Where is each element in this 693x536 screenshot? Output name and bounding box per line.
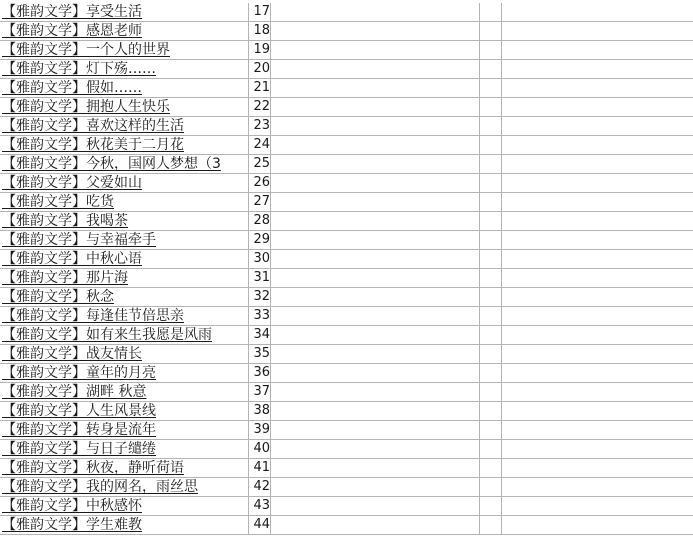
title-cell[interactable] xyxy=(0,41,249,60)
table-row xyxy=(0,60,693,79)
empty-cell[interactable] xyxy=(502,193,693,212)
number-cell[interactable]: 36 xyxy=(249,364,271,383)
empty-cell[interactable] xyxy=(480,212,502,231)
number-cell[interactable]: 32 xyxy=(249,288,271,307)
article-link[interactable]: 【雅韵文学】童年的月亮 xyxy=(2,365,156,381)
number-cell[interactable]: 43 xyxy=(249,497,271,516)
empty-cell[interactable] xyxy=(271,155,480,174)
empty-cell[interactable] xyxy=(502,231,693,250)
table-row xyxy=(0,402,693,421)
empty-cell[interactable] xyxy=(271,250,480,269)
table-row xyxy=(0,383,693,402)
empty-cell[interactable] xyxy=(502,364,693,383)
article-link[interactable]: 【雅韵文学】感恩老师 xyxy=(2,23,142,39)
title-cell[interactable] xyxy=(0,193,249,212)
empty-cell[interactable] xyxy=(271,3,480,22)
empty-cell[interactable] xyxy=(271,79,480,98)
empty-cell[interactable] xyxy=(271,440,480,459)
article-link[interactable]: 【雅韵文学】人生风景线 xyxy=(2,403,156,419)
number-cell[interactable]: 22 xyxy=(249,98,271,117)
number-cell[interactable]: 21 xyxy=(249,79,271,98)
empty-cell[interactable] xyxy=(480,250,502,269)
empty-cell[interactable] xyxy=(502,288,693,307)
table-row xyxy=(0,269,693,288)
table-row xyxy=(0,79,693,98)
number-cell[interactable]: 18 xyxy=(249,22,271,41)
table-row xyxy=(0,98,693,117)
title-cell[interactable] xyxy=(0,440,249,459)
empty-cell[interactable] xyxy=(502,326,693,345)
number-cell[interactable]: 30 xyxy=(249,250,271,269)
article-link[interactable]: 【雅韵文学】假如…… xyxy=(2,80,142,96)
title-cell[interactable] xyxy=(0,212,249,231)
table-row xyxy=(0,41,693,60)
empty-cell[interactable] xyxy=(480,383,502,402)
number-cell[interactable]: 33 xyxy=(249,307,271,326)
title-cell[interactable] xyxy=(0,326,249,345)
empty-cell[interactable] xyxy=(480,440,502,459)
table-row xyxy=(0,250,693,269)
empty-cell[interactable] xyxy=(271,22,480,41)
article-link[interactable]: 【雅韵文学】与日子缱绻 xyxy=(2,441,156,457)
number-cell[interactable]: 20 xyxy=(249,60,271,79)
empty-cell[interactable] xyxy=(502,41,693,60)
article-link[interactable]: 【雅韵文学】那片海 xyxy=(2,270,128,286)
article-link[interactable]: 【雅韵文学】吃货 xyxy=(2,194,114,210)
empty-cell[interactable] xyxy=(502,478,693,497)
article-link[interactable]: 【雅韵文学】父爱如山 xyxy=(2,175,142,191)
number-cell[interactable]: 35 xyxy=(249,345,271,364)
title-cell[interactable] xyxy=(0,155,249,174)
empty-cell[interactable] xyxy=(502,440,693,459)
empty-cell[interactable] xyxy=(271,307,480,326)
empty-cell[interactable] xyxy=(271,364,480,383)
empty-cell[interactable] xyxy=(480,288,502,307)
title-cell[interactable] xyxy=(0,3,249,22)
empty-cell[interactable] xyxy=(271,326,480,345)
table-row xyxy=(0,459,693,478)
empty-cell[interactable] xyxy=(271,383,480,402)
empty-cell[interactable] xyxy=(480,3,502,22)
empty-cell[interactable] xyxy=(480,174,502,193)
empty-cell[interactable] xyxy=(480,98,502,117)
table-row xyxy=(0,174,693,193)
empty-cell[interactable] xyxy=(502,402,693,421)
table-row xyxy=(0,364,693,383)
article-link[interactable]: 【雅韵文学】喜欢这样的生活 xyxy=(2,118,184,134)
title-cell[interactable] xyxy=(0,288,249,307)
empty-cell[interactable] xyxy=(271,497,480,516)
empty-cell[interactable] xyxy=(502,307,693,326)
article-link[interactable]: 【雅韵文学】我喝茶 xyxy=(2,213,128,229)
empty-cell[interactable] xyxy=(480,402,502,421)
empty-cell[interactable] xyxy=(480,364,502,383)
empty-cell[interactable] xyxy=(271,478,480,497)
empty-cell[interactable] xyxy=(480,459,502,478)
article-link[interactable]: 【雅韵文学】秋夜，静听荷语 xyxy=(2,460,184,476)
empty-cell[interactable] xyxy=(480,22,502,41)
empty-cell[interactable] xyxy=(271,421,480,440)
title-cell[interactable] xyxy=(0,364,249,383)
empty-cell[interactable] xyxy=(502,79,693,98)
number-cell[interactable]: 26 xyxy=(249,174,271,193)
empty-cell[interactable] xyxy=(480,231,502,250)
empty-cell[interactable] xyxy=(480,421,502,440)
number-cell[interactable]: 37 xyxy=(249,383,271,402)
article-link[interactable]: 【雅韵文学】秋念 xyxy=(2,289,114,305)
number-cell[interactable]: 34 xyxy=(249,326,271,345)
title-cell[interactable] xyxy=(0,231,249,250)
title-cell[interactable] xyxy=(0,98,249,117)
table-row xyxy=(0,421,693,440)
article-link[interactable]: 【雅韵文学】湖畔 秋意 xyxy=(2,384,147,400)
number-cell[interactable]: 31 xyxy=(249,269,271,288)
empty-cell[interactable] xyxy=(271,98,480,117)
empty-cell[interactable] xyxy=(271,345,480,364)
number-cell[interactable]: 23 xyxy=(249,117,271,136)
empty-cell[interactable] xyxy=(502,459,693,478)
title-cell[interactable] xyxy=(0,345,249,364)
table-row xyxy=(0,3,693,22)
article-link[interactable]: 【雅韵文学】中秋心语 xyxy=(2,251,142,267)
number-cell[interactable]: 39 xyxy=(249,421,271,440)
empty-cell[interactable] xyxy=(271,117,480,136)
empty-cell[interactable] xyxy=(480,60,502,79)
number-cell[interactable]: 28 xyxy=(249,212,271,231)
empty-cell[interactable] xyxy=(271,516,480,535)
title-cell[interactable] xyxy=(0,307,249,326)
empty-cell[interactable] xyxy=(502,250,693,269)
number-cell[interactable]: 41 xyxy=(249,459,271,478)
article-link[interactable]: 【雅韵文学】转身是流年 xyxy=(2,422,156,438)
article-link[interactable]: 【雅韵文学】秋花美于二月花 xyxy=(2,137,184,153)
table-row xyxy=(0,440,693,459)
table-row xyxy=(0,516,693,535)
empty-cell[interactable] xyxy=(480,41,502,60)
empty-cell[interactable] xyxy=(480,79,502,98)
article-link[interactable]: 【雅韵文学】战友情长 xyxy=(2,346,142,362)
table-row xyxy=(0,478,693,497)
empty-cell[interactable] xyxy=(502,174,693,193)
table-row xyxy=(0,326,693,345)
empty-cell[interactable] xyxy=(502,136,693,155)
number-cell[interactable]: 19 xyxy=(249,41,271,60)
title-cell[interactable] xyxy=(0,250,249,269)
table-row xyxy=(0,193,693,212)
title-cell[interactable] xyxy=(0,79,249,98)
table-row xyxy=(0,307,693,326)
title-cell[interactable] xyxy=(0,22,249,41)
number-cell[interactable]: 29 xyxy=(249,231,271,250)
number-cell[interactable]: 25 xyxy=(249,155,271,174)
title-cell[interactable] xyxy=(0,383,249,402)
empty-cell[interactable] xyxy=(480,136,502,155)
title-cell[interactable] xyxy=(0,421,249,440)
title-cell[interactable] xyxy=(0,174,249,193)
empty-cell[interactable] xyxy=(502,117,693,136)
title-cell[interactable] xyxy=(0,478,249,497)
empty-cell[interactable] xyxy=(502,60,693,79)
empty-cell[interactable] xyxy=(480,345,502,364)
title-cell[interactable] xyxy=(0,516,249,535)
table-row xyxy=(0,155,693,174)
article-link[interactable]: 【雅韵文学】学生难教 xyxy=(2,517,142,533)
empty-cell[interactable] xyxy=(480,497,502,516)
empty-cell[interactable] xyxy=(480,516,502,535)
empty-cell[interactable] xyxy=(502,516,693,535)
empty-cell[interactable] xyxy=(502,345,693,364)
number-cell[interactable]: 40 xyxy=(249,440,271,459)
number-cell[interactable]: 44 xyxy=(249,516,271,535)
article-link[interactable]: 【雅韵文学】一个人的世界 xyxy=(2,42,170,58)
table-row xyxy=(0,231,693,250)
article-link[interactable]: 【雅韵文学】我的网名，雨丝思 xyxy=(2,479,198,495)
empty-cell[interactable] xyxy=(271,231,480,250)
empty-cell[interactable] xyxy=(502,497,693,516)
empty-cell[interactable] xyxy=(502,22,693,41)
empty-cell[interactable] xyxy=(271,402,480,421)
empty-cell[interactable] xyxy=(480,269,502,288)
number-cell[interactable]: 38 xyxy=(249,402,271,421)
empty-cell[interactable] xyxy=(271,212,480,231)
title-cell[interactable] xyxy=(0,497,249,516)
title-cell[interactable] xyxy=(0,60,249,79)
table-row xyxy=(0,136,693,155)
empty-cell[interactable] xyxy=(480,193,502,212)
empty-cell[interactable] xyxy=(502,269,693,288)
empty-cell[interactable] xyxy=(271,459,480,478)
article-link[interactable]: 【雅韵文学】与幸福牵手 xyxy=(2,232,156,248)
article-link[interactable]: 【雅韵文学】灯下殇…… xyxy=(2,61,156,77)
article-link[interactable]: 【雅韵文学】中秋感怀 xyxy=(2,498,142,514)
table-row xyxy=(0,117,693,136)
empty-cell[interactable] xyxy=(271,60,480,79)
empty-cell[interactable] xyxy=(502,98,693,117)
article-link[interactable]: 【雅韵文学】每逢佳节倍思亲 xyxy=(2,308,184,324)
empty-cell[interactable] xyxy=(271,269,480,288)
title-cell[interactable] xyxy=(0,117,249,136)
article-link[interactable]: 【雅韵文学】今秋，国网人梦想（3 xyxy=(2,156,221,172)
table-row xyxy=(0,288,693,307)
empty-cell[interactable] xyxy=(480,478,502,497)
empty-cell[interactable] xyxy=(480,307,502,326)
empty-cell[interactable] xyxy=(271,193,480,212)
empty-cell[interactable] xyxy=(271,41,480,60)
empty-cell[interactable] xyxy=(480,155,502,174)
empty-cell[interactable] xyxy=(271,288,480,307)
empty-cell[interactable] xyxy=(502,3,693,22)
number-cell[interactable]: 17 xyxy=(249,3,271,22)
title-cell[interactable] xyxy=(0,402,249,421)
empty-cell[interactable] xyxy=(271,174,480,193)
table-row xyxy=(0,497,693,516)
article-link[interactable]: 【雅韵文学】如有来生我愿是风雨 xyxy=(2,327,212,343)
title-cell[interactable] xyxy=(0,459,249,478)
empty-cell[interactable] xyxy=(480,326,502,345)
title-cell[interactable] xyxy=(0,136,249,155)
title-cell[interactable] xyxy=(0,269,249,288)
table-row xyxy=(0,212,693,231)
number-cell[interactable]: 27 xyxy=(249,193,271,212)
empty-cell[interactable] xyxy=(480,117,502,136)
table-row xyxy=(0,22,693,41)
number-cell[interactable]: 42 xyxy=(249,478,271,497)
table-row xyxy=(0,345,693,364)
empty-cell[interactable] xyxy=(271,136,480,155)
empty-cell[interactable] xyxy=(502,212,693,231)
number-cell[interactable]: 24 xyxy=(249,136,271,155)
article-link[interactable]: 【雅韵文学】拥抱人生快乐 xyxy=(2,99,170,115)
empty-cell[interactable] xyxy=(502,421,693,440)
empty-cell[interactable] xyxy=(502,383,693,402)
article-link[interactable]: 【雅韵文学】享受生活 xyxy=(2,4,142,20)
empty-cell[interactable] xyxy=(502,155,693,174)
